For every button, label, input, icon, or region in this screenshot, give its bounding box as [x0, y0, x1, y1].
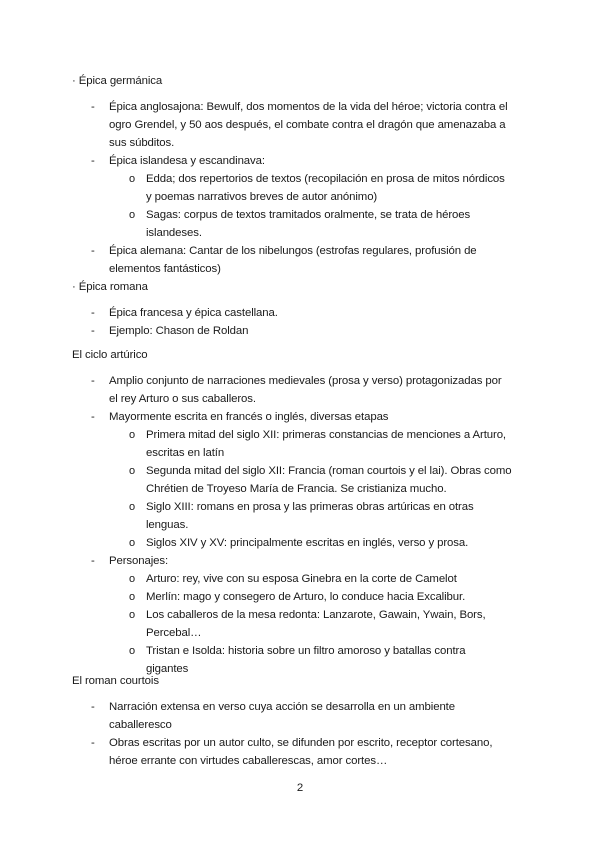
section-heading: · Épica germánica [72, 75, 163, 87]
sub-item-line: Primera mitad del siglo XII: primeras constancias de menciones a Arturo, [146, 429, 506, 441]
sub-item-line: escritas en latín [146, 447, 225, 459]
sub-item-line: Edda; dos repertorios de textos (recopilación en prosa de mitos nórdicos [146, 173, 505, 185]
list-item-line: caballeresco [109, 719, 172, 731]
list-item-line: Narración extensa en verso cuya acción se desarrolla en un ambiente [109, 701, 455, 713]
list-item-line: Mayormente escrita en francés o inglés, diversas etapas [109, 411, 389, 423]
section-heading: El roman courtois [72, 675, 159, 687]
sub-item-line: Percebal… [146, 627, 202, 639]
bullet-marker: o [129, 573, 136, 585]
dash-marker: - [91, 245, 95, 257]
list-item-line: Épica anglosajona: Bewulf, dos momentos de la vida del héroe; victoria contra el [109, 101, 508, 113]
list-item-line: Épica alemana: Cantar de los nibelungos (estrofas regulares, profusión de [109, 245, 477, 257]
sub-item-line: gigantes [146, 663, 189, 675]
list-item-line: Épica francesa y épica castellana. [109, 307, 278, 319]
sub-item-line: Segunda mitad del siglo XII: Francia (roman courtois y el lai). Obras como [146, 465, 512, 477]
sub-item-line: Los caballeros de la mesa redonta: Lanzarote, Gawain, Ywain, Bors, [146, 609, 486, 621]
bullet-marker: o [129, 645, 136, 657]
section-heading: El ciclo artúrico [72, 349, 148, 361]
dash-marker: - [91, 701, 95, 713]
sub-item-line: Siglos XIV y XV: principalmente escritas en inglés, verso y prosa. [146, 537, 469, 549]
dash-marker: - [91, 307, 95, 319]
sub-item-line: Merlín: mago y consegero de Arturo, lo conduce hacia Excalibur. [146, 591, 466, 603]
bullet-marker: o [129, 209, 136, 221]
list-item-line: Épica islandesa y escandinava: [109, 155, 265, 167]
list-item-line: elementos fantásticos) [109, 263, 221, 275]
page-number: 2 [296, 782, 304, 794]
section-heading: · Épica romana [72, 281, 148, 293]
dash-marker: - [91, 155, 95, 167]
sub-item-line: y poemas narrativos breves de autor anónimo) [146, 191, 378, 203]
list-item-line: héroe errante con virtudes caballerescas, amor cortes… [109, 755, 388, 767]
sub-item-line: Arturo: rey, vive con su esposa Ginebra en la corte de Camelot [146, 573, 457, 585]
bullet-marker: o [129, 609, 136, 621]
list-item-line: Amplio conjunto de narraciones medievales (prosa y verso) protagonizadas por [109, 375, 502, 387]
sub-item-line: Chrétien de Troyeso María de Francia. Se cristianiza mucho. [146, 483, 447, 495]
sub-item-line: lenguas. [146, 519, 189, 531]
list-item-line: Obras escritas por un autor culto, se difunden por escrito, receptor cortesano, [109, 737, 493, 749]
bullet-marker: o [129, 501, 136, 513]
dash-marker: - [91, 411, 95, 423]
sub-item-line: islandeses. [146, 227, 202, 239]
bullet-marker: o [129, 173, 136, 185]
dash-marker: - [91, 555, 95, 567]
bullet-marker: o [129, 429, 136, 441]
dash-marker: - [91, 325, 95, 337]
list-item-line: el rey Arturo o sus caballeros. [109, 393, 256, 405]
dash-marker: - [91, 737, 95, 749]
sub-item-line: Siglo XIII: romans en prosa y las primeras obras artúricas en otras [146, 501, 474, 513]
list-item-line: sus súbditos. [109, 137, 175, 149]
sub-item-line: Sagas: corpus de textos tramitados oralmente, se trata de héroes [146, 209, 471, 221]
list-item-line: Ejemplo: Chason de Roldan [109, 325, 249, 337]
list-item-line: Personajes: [109, 555, 169, 567]
dash-marker: - [91, 375, 95, 387]
sub-item-line: Tristan e Isolda: historia sobre un filtro amoroso y batallas contra [146, 645, 466, 657]
bullet-marker: o [129, 537, 136, 549]
bullet-marker: o [129, 465, 136, 477]
bullet-marker: o [129, 591, 136, 603]
dash-marker: - [91, 101, 95, 113]
list-item-line: ogro Grendel, y 50 aos después, el combate contra el dragón que amenazaba a [109, 119, 506, 131]
